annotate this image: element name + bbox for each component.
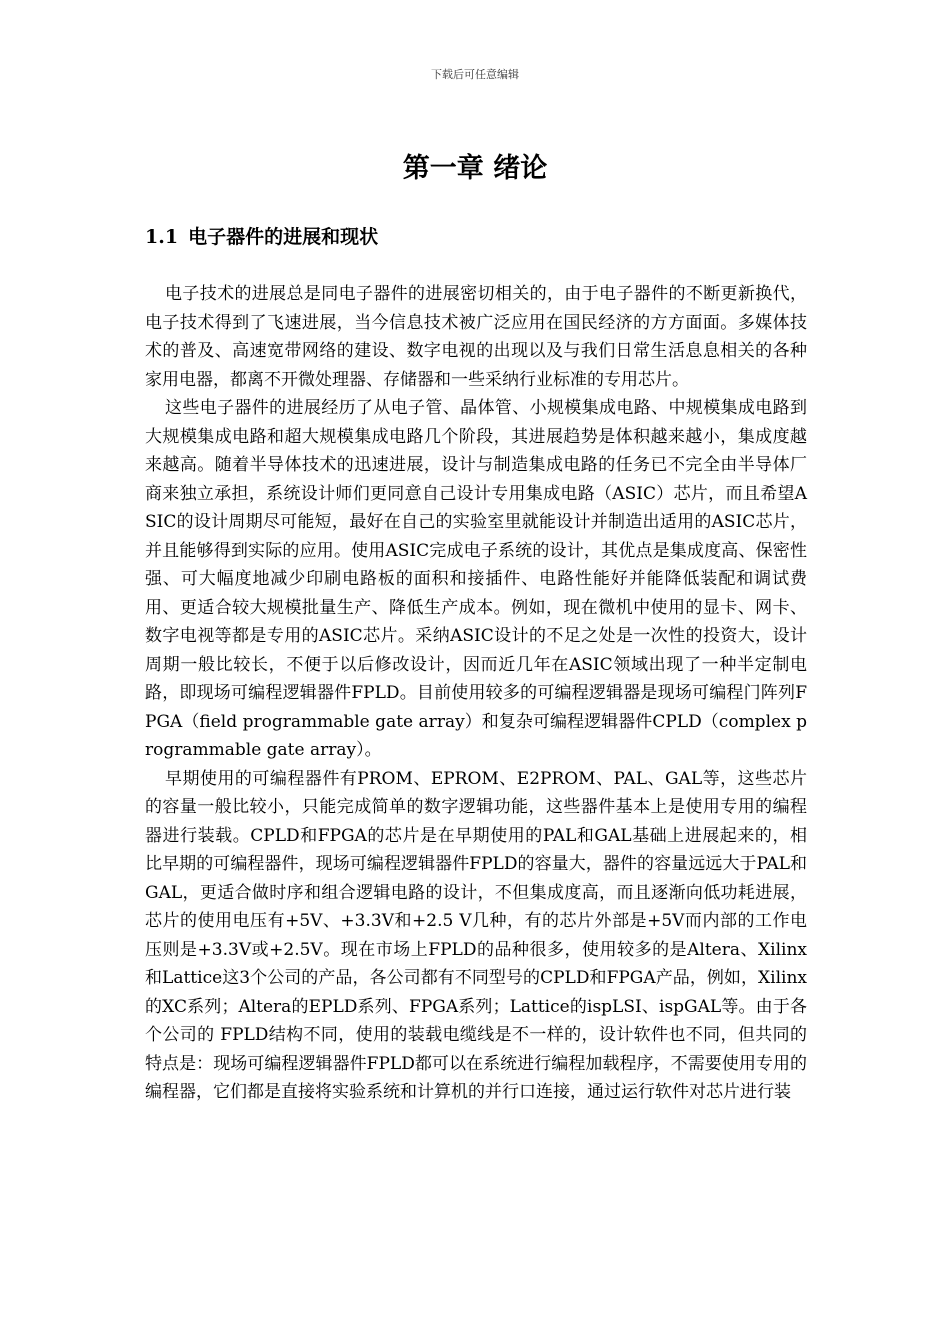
paragraph: 早期使用的可编程器件有PROM、EPROM、E2PROM、PAL、GAL等，这些芯片的容量一般比较小，只能完成简单的数字逻辑功能，这些器件基本上是使用专用的编程器进行装载。CPLD和FPGA的芯片是在早期使用的PAL和GAL基础上进展起来的，相比早期的可编程器件，现场可编程逻辑器件FPLD的容量大，器件的容量远远大于PAL和GAL，更适合做时序和组合逻辑电路的设计，不但集成度高，而且逐渐向低功耗进展，芯片的使用电压有+5V、+3.3V和+2.5 V几种，有的芯片外部是+5V而内部的工作电压则是+3.3V或+2.5V。现在市场上FPLD的品种很多，使用较多的是Altera、Xilinx和Lattice这3个公司的产品，各公司都有不同型号的CPLD和FPGA产品，例如，Xilinx的XC系列；Altera的EPLD系列、FPGA系列；Lattice的ispLSI、ispGAL等。由于各个公司的 FPLD结构不同，使用的装载电缆线是不一样的，设计软件也不同，但共同的特点是：现场可编程逻辑器件FPLD都可以在系统进行编程加载程序，不需要使用专用的编程器，它们都是直接将实验系统和计算机的并行口连接，通过运行软件对芯片进行装 (145, 768, 807, 1102)
section-heading (145, 222, 378, 249)
paragraph: 这些电子器件的进展经历了从电子管、晶体管、小规模集成电路、中规模集成电路到大规模集成电路和超大规模集成电路几个阶段，其进展趋势是体积越来越小，集成度越来越高。随着半导体技术的迅速进展，设计与制造集成电路的任务已不完全由半导体厂商来独立承担，系统设计师们更同意自己设计专用集成电路（ASIC）芯片，而且希望ASIC的设计周期尽可能短，最好在自己的实验室里就能设计并制造出适用的ASIC芯片，并且能够得到实际的应用。使用ASIC完成电子系统的设计，其优点是集成度高、保密性强、可大幅度地减少印刷电路板的面积和接插件、电路性能好并能降低装配和调试费用、更适合较大规模批量生产、降低生产成本。例如，现在微机中使用的显卡、网卡、数字电视等都是专用的ASIC芯片。采纳ASIC设计的不足之处是一次性的投资大，设计周期一般比较长，不便于以后修改设计，因而近几年在ASIC领域出现了一种半定制电路，即现场可编程逻辑器件FPLD。目前使用较多的可编程逻辑器是现场可编程门阵列FPGA（field programmable gate array）和复杂可编程逻辑器件CPLD（complex programmable gate array）。 (145, 398, 807, 760)
chapter-title: 第一章 绪论 (402, 153, 548, 184)
section-title: 电子器件的进展和现状 (188, 226, 379, 248)
paragraph: 电子技术的进展总是同电子器件的进展密切相关的，由于电子器件的不断更新换代，电子技术得到了飞速进展，当今信息技术被广泛应用在国民经济的方方面面。多媒体技术的普及、高速宽带网络的建设、数字电视的出现以及与我们日常生活息息相关的各种家用电器，都离不开微处理器、存储器和一些采纳行业标准的专用芯片。 (145, 284, 807, 390)
section-number: 1.1 (145, 226, 179, 248)
header-note: 下载后可任意编辑 (431, 68, 519, 81)
body-text (145, 280, 807, 1107)
